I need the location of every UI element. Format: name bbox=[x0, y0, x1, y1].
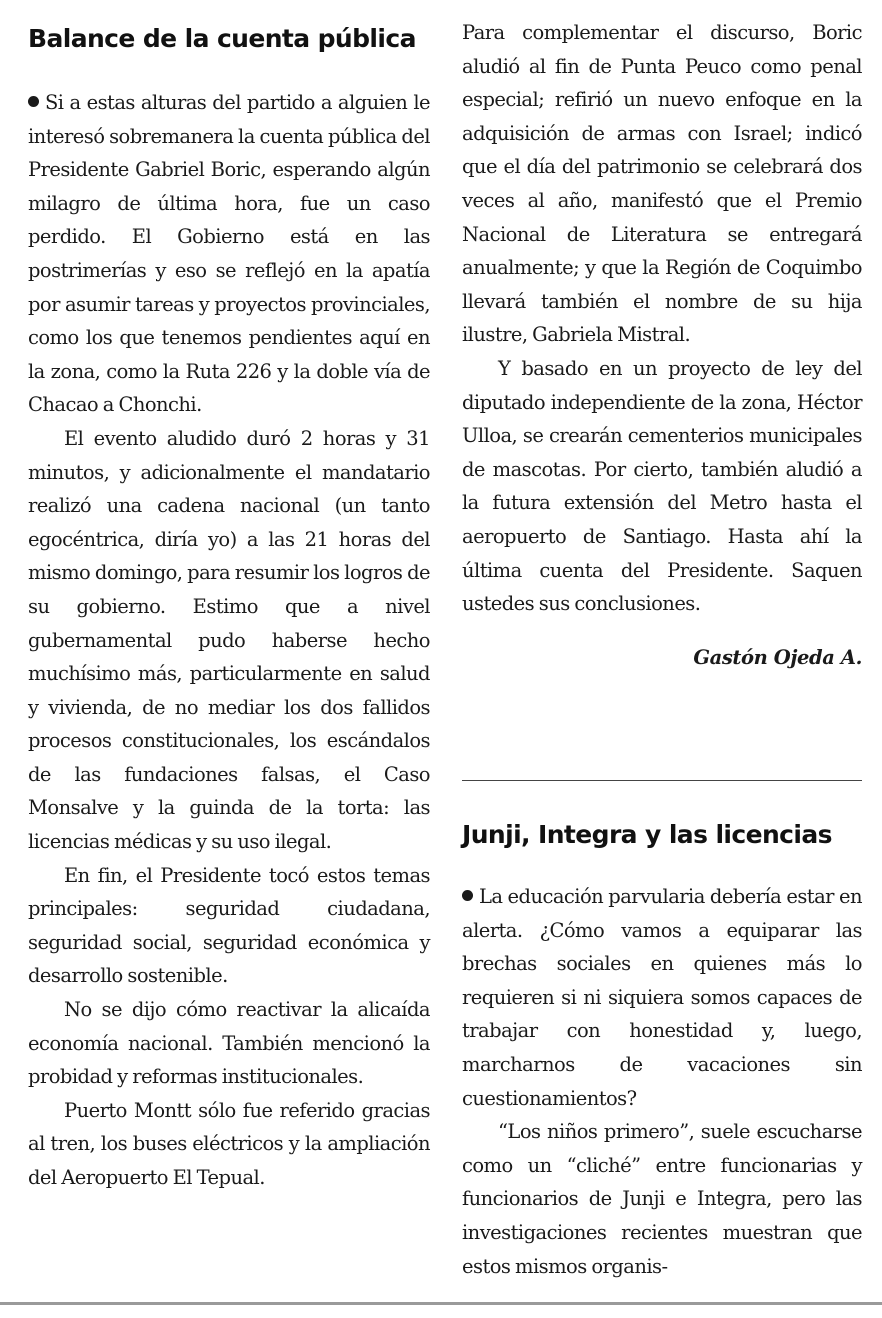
paragraph-text: La educación parvularia debería estar en alerta. ¿Cómo vamos a equiparar las brechas sociales en quienes más lo requieren si ni siquiera somos capaces de trabajar con honestidad y, luego, marcharnos de vacaciones sin cuestionamientos? bbox=[462, 885, 862, 1110]
article-title-junji-integra: Junji, Integra y las licencias bbox=[462, 820, 832, 849]
paragraph: “Los niños primero”, suele escucharse como un “cliché” entre funcionarias y funcionarios de Junji e Integra, pero las investigaciones recientes muestran que estos mismos organis- bbox=[462, 1120, 862, 1278]
paragraph: Para complementar el discurso, Boric aludió al fin de Punta Peuco como penal especial; refirió un nuevo enfoque en la adquisición de armas con Israel; indicó que el día del patrimonio se celebrará dos veces al año, manifestó que el Premio Nacional de Literatura se entregará anualmente; y que la Región de Coquimbo llevará también el nombre de su hija ilustre, Gabriela Mistral. bbox=[462, 21, 862, 347]
paragraph-text: Si a estas alturas del partido a alguien le interesó sobremanera la cuenta pública del Presidente Gabriel Boric, esperando algún milagro de última hora, fue un caso perdido. El Gobierno está en las postrimerías y eso se reflejó en la apatía por asumir tareas y proyectos provinciales, como los que tenemos pendientes aquí en la zona, como la Ruta 226 y la doble vía de Chacao a Chonchi. bbox=[28, 91, 430, 417]
paragraph bbox=[28, 86, 430, 422]
article-title-cuenta-publica: Balance de la cuenta pública bbox=[28, 24, 416, 53]
bullet-icon bbox=[28, 96, 39, 107]
paragraph bbox=[462, 880, 862, 1115]
right-column bbox=[462, 16, 862, 674]
article-junji-integra bbox=[462, 812, 862, 1283]
bullet-icon bbox=[462, 890, 473, 901]
paragraph: No se dijo cómo reactivar la alicaída economía nacional. También mencionó la probidad y reformas institucionales. bbox=[28, 998, 430, 1089]
section-divider bbox=[462, 780, 862, 781]
left-column bbox=[28, 16, 430, 1195]
paragraph: Puerto Montt sólo fue referido gracias al tren, los buses eléctricos y la ampliación del Aeropuerto El Tepual. bbox=[28, 1098, 430, 1189]
author-signature: Gastón Ojeda A. bbox=[693, 645, 862, 669]
paragraph: El evento aludido duró 2 horas y 31 minutos, y adicionalmente el mandatario realizó una cadena nacional (un tanto egocéntrica, diría yo) a las 21 horas del mismo domingo, para resumir los logros de su gobierno. Estimo que a nivel gubernamental pudo haberse hecho muchísimo más, particularmente en salud y vivienda, de no mediar los dos fallidos procesos constitucionales, los escándalos de las fundaciones falsas, el Caso Monsalve y la guinda de la torta: las licencias médicas y su uso ilegal. bbox=[28, 426, 430, 854]
footer-rule bbox=[0, 1302, 882, 1305]
paragraph: En fin, el Presidente tocó estos temas principales: seguridad ciudadana, seguridad social, seguridad económica y desarrollo sostenible. bbox=[28, 863, 430, 988]
paragraph: Y basado en un proyecto de ley del diputado independiente de la zona, Héctor Ulloa, se crearán cementerios municipales de mascotas. Por cierto, también aludió a la futura extensión del Metro hasta el aeropuerto de Santiago. Hasta ahí la última cuenta del Presidente. Saquen ustedes sus conclusiones. bbox=[462, 356, 862, 616]
